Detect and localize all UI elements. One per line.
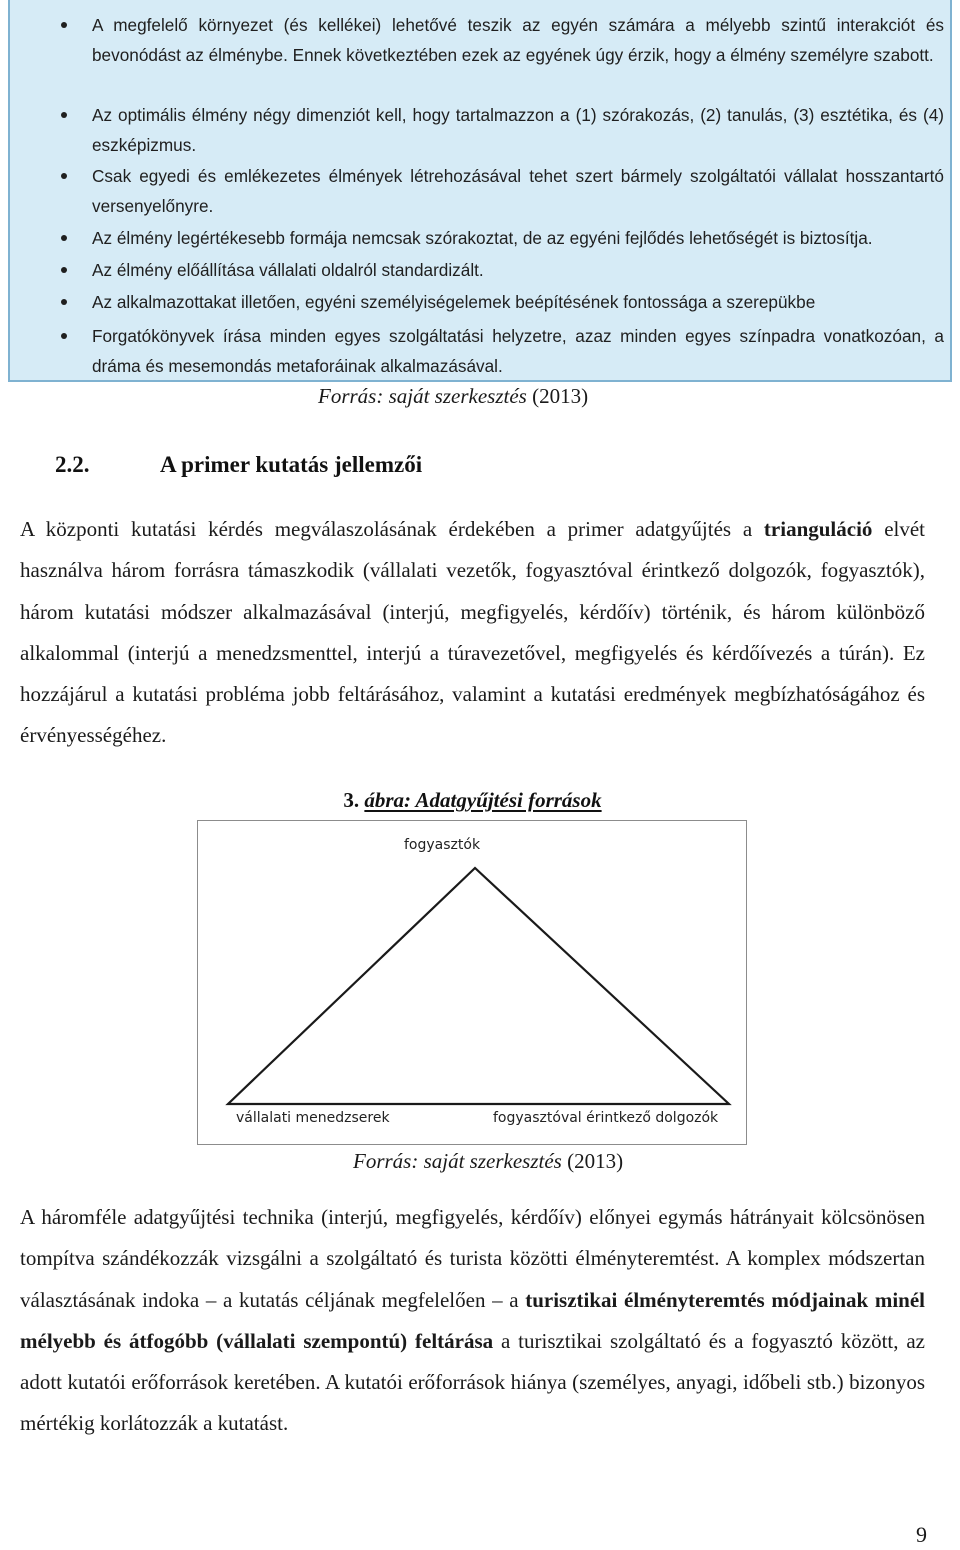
source-caption: [318, 384, 588, 409]
source-caption-year: (2013): [561, 1149, 624, 1173]
bullet-icon: [61, 333, 67, 339]
list-item-text: Az alkalmazottakat illetően, egyéni személyiségelemek beépítésének fontossága a szerepükbe: [92, 292, 816, 312]
summary-box: [8, 0, 952, 382]
triangle-shape: [228, 868, 729, 1104]
paragraph: [20, 509, 925, 757]
bullet-icon: [61, 235, 67, 241]
paragraph-emphasis: trianguláció: [763, 517, 873, 541]
list-item: [92, 10, 944, 70]
paragraph-emphasis: turisztikai élményteremtés módjainak minél mélyebb és átfogóbb (vállalati szempontú) feltárása: [20, 1287, 926, 1353]
list-item-text: Forgatókönyvek írása minden egyes szolgáltatási helyzetre, azaz minden egyes színpadra vonatkozóan, a dráma és mesemondás metaforáinak alkalmazásával.: [92, 326, 944, 376]
bullet-icon: [61, 299, 67, 305]
paragraph-text: A központi kutatási kérdés megválaszolásának érdekében a primer adatgyűjtés a: [20, 517, 764, 541]
section-heading: [55, 452, 422, 478]
paragraph-text: A háromféle adatgyűjtési technika (interjú, megfigyelés, kérdőív) előnyei egymás hátrányait kölcsönösen tompítva szándékozzák vizsgálni a szolgáltató és turista közötti élményteremtést. A komplex módszertan választásának indoka – a kutatás céljának megfelelően – a: [20, 1205, 925, 1312]
bullet-icon: [61, 22, 67, 28]
figure-caption: ábra: Adatgyűjtési források: [364, 788, 602, 812]
paragraph: [20, 1197, 925, 1445]
triangle-diagram: [198, 821, 745, 1143]
section-title: A primer kutatás jellemzői: [160, 452, 423, 477]
list-item: [92, 321, 944, 381]
paragraph-text: a turisztikai szolgáltató és a fogyasztó között, az adott kutatói erőforrások keretében. A kutatói erőforrások hiánya (személyes, anyagi, időbeli stb.) bizonyos mértékig korlátozzák a kutatást.: [20, 1328, 925, 1436]
list-item: [92, 161, 944, 221]
section-number: 2.2.: [55, 452, 90, 477]
list-item-text: A megfelelő környezet (és kellékei) lehetővé teszik az egyén számára a mélyebb szintű interakciót és bevonódást az élménybe. Ennek következtében ezek az egyének úgy érzik, hogy a élmény személyre szabott.: [92, 15, 944, 65]
node-label-consumers: fogyasztók: [404, 837, 481, 853]
figure-title: [0, 788, 945, 813]
paragraph-text: elvét használva három forrásra támaszkodik (vállalati vezetők, fogyasztóval érintkező dolgozók, fogyasztók), három kutatási módszer alkalmazásával (interjú, megfigyelés, kérdőív) történik, és három különböző alkalommal (interjú a menedzsmenttel, interjú a túravezetővel, megfigyelés és kérdőívezés a túrán). Ez hozzájárul a kutatási probléma jobb feltárásához, valamint a kutatási eredmények megbízhatóságához és érvényességéhez.: [20, 517, 925, 748]
page-number: 9: [916, 1522, 927, 1547]
source-caption-year: (2013): [526, 384, 589, 408]
source-caption: [353, 1149, 623, 1174]
source-caption-label: Forrás: saját szerkesztés: [318, 384, 527, 408]
bullet-icon: [61, 173, 67, 179]
source-caption-label: Forrás: saját szerkesztés: [353, 1149, 562, 1173]
node-label-managers: vállalati menedzserek: [236, 1110, 390, 1126]
bullet-icon: [61, 112, 67, 118]
list-item: [92, 223, 944, 253]
list-item-text: Az élmény legértékesebb formája nemcsak szórakoztat, de az egyéni fejlődés lehetőségét is biztosítja.: [92, 228, 873, 248]
list-item: [92, 287, 944, 317]
list-item: [92, 100, 944, 160]
triangulation-figure: [197, 820, 747, 1145]
figure-number: 3.: [343, 788, 365, 812]
bullet-icon: [61, 267, 67, 273]
node-label-staff: fogyasztóval érintkező dolgozók: [493, 1110, 719, 1126]
list-item-text: Az élmény előállítása vállalati oldalról standardizált.: [92, 260, 484, 280]
list-item-text: Csak egyedi és emlékezetes élmények létrehozásával tehet szert bármely szolgáltatói vállalat hosszantartó versenyelőnyre.: [92, 166, 944, 216]
list-item: [92, 255, 944, 285]
list-item-text: Az optimális élmény négy dimenziót kell, hogy tartalmazzon a (1) szórakozás, (2) tanulás, (3) esztétika, és (4) eszképizmus.: [92, 105, 944, 155]
